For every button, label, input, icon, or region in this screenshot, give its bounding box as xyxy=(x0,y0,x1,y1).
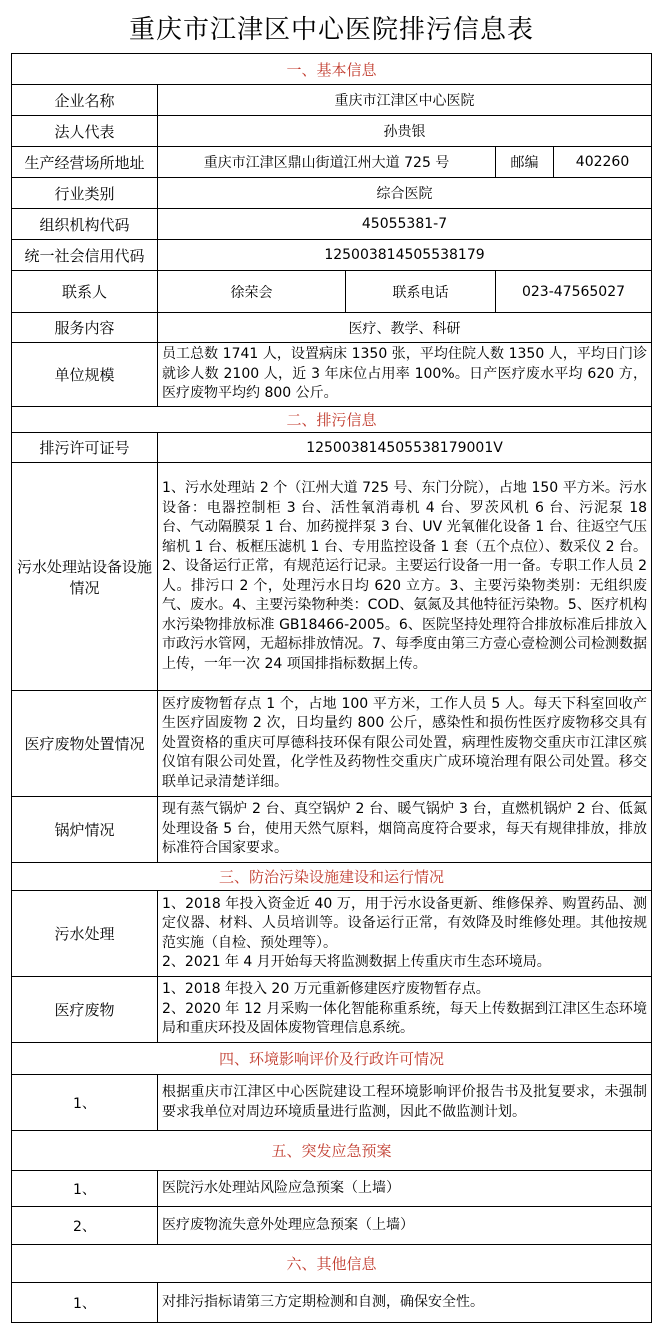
sewage-item-2: 2、2021 年 4 月开始每天将监测数据上传重庆市生态环境局。 xyxy=(162,954,551,970)
scale-label: 单位规模 xyxy=(12,343,158,407)
permit-value: 12500381450553817900​1V xyxy=(158,433,652,463)
phone-label: 联系电话 xyxy=(346,271,496,313)
company-name-label: 企业名称 xyxy=(12,85,158,116)
section-heading-other: 六、其他信息 xyxy=(12,1245,652,1283)
info-table xyxy=(11,53,652,1323)
section-heading-eia: 四、环境影响评价及行政许可情况 xyxy=(12,1043,652,1075)
industry-value: 综合医院 xyxy=(158,178,652,209)
waste-value xyxy=(158,977,652,1043)
credit-code-label: 统一社会信用代码 xyxy=(12,240,158,271)
address-value: 重庆市江津区鼎山街道江州大道 725 号 xyxy=(158,147,496,178)
other-item-text: 对排污指标请第三方定期检测和自测，确保安全性。 xyxy=(158,1283,652,1323)
other-item-no: 1、 xyxy=(12,1283,158,1323)
company-name-value: 重庆市江津区中心医院 xyxy=(158,85,652,116)
credit-code-value: 125003814505538179 xyxy=(158,240,652,271)
waste-label: 医疗废物 xyxy=(12,977,158,1043)
medical-waste-value: 医疗废物暂存点 1 个，占地 100 平方米，工作人员 5 人。每天下科室回收产生医疗固废物 2 次，日均量约 800 公斤，感染性和损伤性医疗废物移交具有处置资格的重庆可厚德科技环保有限公司处置，病理性废物交重庆市江津区殡仪馆有限公司处置，化学性及药物性交重庆广成环境治理有限公司处置。移交联单记录清楚详细。 xyxy=(158,691,652,797)
eia-item-no: 1、 xyxy=(12,1075,158,1131)
sewage-station-label: 污水处理站设备设施情况 xyxy=(12,463,158,691)
legal-rep-label: 法人代表 xyxy=(12,116,158,147)
contact-value: 徐荣会 xyxy=(158,271,346,313)
scale-value: 员工总数 1741 人，设置病床 1350 张，平均住院人数 1350 人，平均日门诊就诊人数 2100 人，近 3 年床位占用率 100%。日产医疗废水平均 620 方，医疗废物平均约 800 公斤。 xyxy=(158,343,652,407)
phone-value: 023-47565027 xyxy=(496,271,652,313)
legal-rep-value: 孙贵银 xyxy=(158,116,652,147)
waste-item-2: 2、2020 年 12 月采购一体化智能称重系统，每天上传数据到江津区生态环境局和重庆环投及固体废物管理信息系统。 xyxy=(162,1000,648,1037)
eia-item-text: 根据重庆市江津区中心医院建设工程环境影响评价报告书及批复要求，未强制要求我单位对周边环境质量进行监测，因此不做监测计划。 xyxy=(158,1075,652,1131)
address-label: 生产经营场所地址 xyxy=(12,147,158,178)
emergency-item-text: 医院污水处理站风险应急预案（上墙） xyxy=(158,1171,652,1207)
sewage-label: 污水处理 xyxy=(12,891,158,977)
service-value: 医疗、教学、科研 xyxy=(158,313,652,343)
sewage-item-1: 1、2018 年投入资金近 40 万，用于污水设备更新、维修保养、购置药品、测定仪器、材料、人员培训等。设备运行正常，有效降及时维修处理。其他按规范实施（自检、预处理等）。 xyxy=(162,895,648,951)
boiler-label: 锅炉情况 xyxy=(12,797,158,863)
page-title: 重庆市江津区中心医院排污信息表 xyxy=(128,15,534,45)
emergency-item-no: 2、 xyxy=(12,1207,158,1245)
service-label: 服务内容 xyxy=(12,313,158,343)
industry-label: 行业类别 xyxy=(12,178,158,209)
section-heading-facilities: 三、防治污染设施建设和运行情况 xyxy=(12,863,652,891)
medical-waste-label: 医疗废物处置情况 xyxy=(12,691,158,797)
contact-label: 联系人 xyxy=(12,271,158,313)
section-heading-pollution: 二、排污信息 xyxy=(12,407,652,433)
org-code-label: 组织机构代码 xyxy=(12,209,158,240)
boiler-value: 现有蒸气锅炉 2 台、真空锅炉 2 台、暖气锅炉 3 台，直燃机锅炉 2 台、低氮处理设备 5 台，使用天然气原料，烟筒高度符合要求，每天有规律排放，排放标准符合国家要求。 xyxy=(158,797,652,863)
emergency-item-text: 医疗废物流失意外处理应急预案（上墙） xyxy=(158,1207,652,1245)
sewage-value xyxy=(158,891,652,977)
permit-label: 排污许可证号 xyxy=(12,433,158,463)
org-code-value: 45055381-7 xyxy=(158,209,652,240)
postcode-value: 402260 xyxy=(554,147,652,178)
sewage-station-value: 1、污水处理站 2 个（江州大道 725 号、东门分院），占地 150 平方米。污水设备：电器控制柜 3 台、活性氧消毒机 4 台、罗茨风机 6 台、污泥泵 18 台、气动隔膜泵 1 台、加药搅拌泵 3 台、UV 光氧催化设备 1 台、往返空气压缩机 1 台、板框压滤机 1 台、专用监控设备 1 套（五个点位）、数采仪 2 台。2、设备运行正常，有规范运行记录。主要运行设备一用一备。专职工作人员 2 人。排污口 2 个，处理污水日均 620 立方。3、主要污染物类别：无组织废气、废水。4、主要污染物种类：COD、氨氮及其他特征污染物。5、医疗机构水污染物排放标准 GB18466-2005。6、医院坚持处理符合排放标准后排放入市政污水管网，无超标排放情况。7、每季度由第三方壹心壹检测公司检测数据上传，一年一次 24 项国排指标数据上传。 xyxy=(158,463,652,691)
waste-item-1: 1、2018 年投入 20 万元重新修建医疗废物暂存点。 xyxy=(162,981,490,998)
emergency-item-no: 1、 xyxy=(12,1171,158,1207)
section-heading-emergency: 五、突发应急预案 xyxy=(12,1131,652,1171)
postcode-label: 邮编 xyxy=(496,147,554,178)
section-heading-basic: 一、基本信息 xyxy=(12,54,652,85)
